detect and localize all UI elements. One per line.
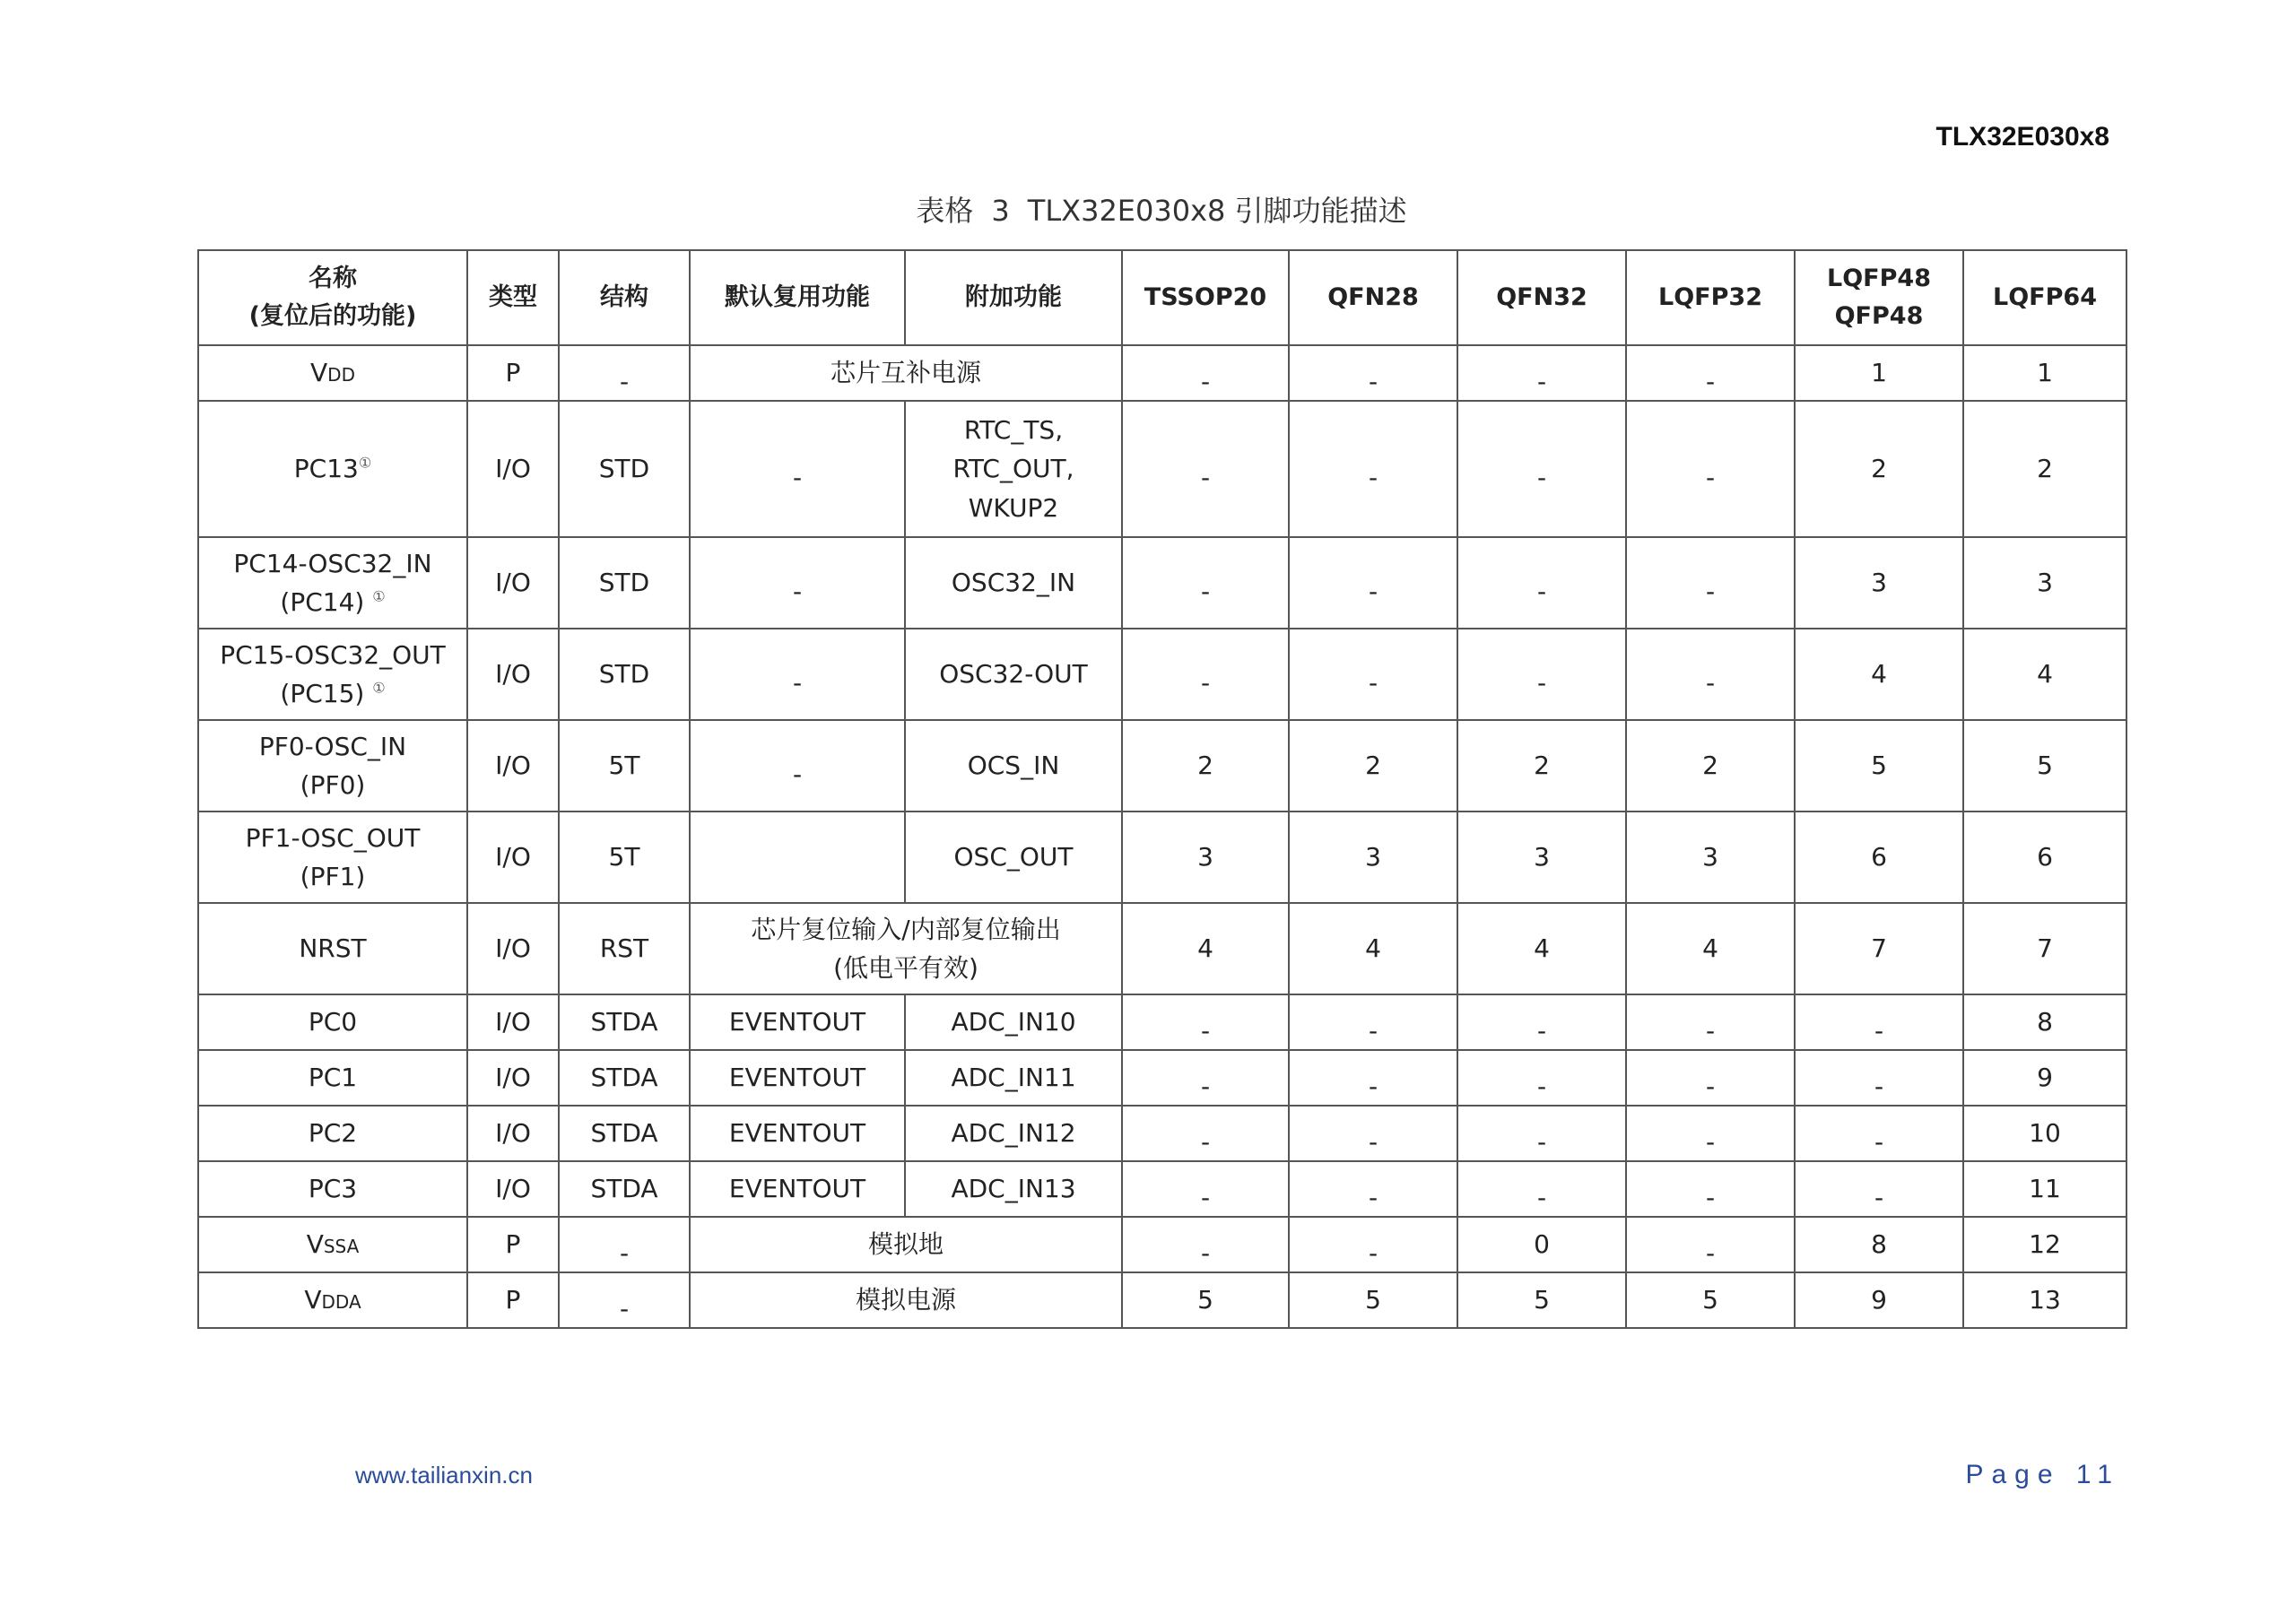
pin-name: PC3 [198,1161,467,1217]
pin-lqfp48: 1 [1795,345,1963,401]
pin-lqfp48: 6 [1795,812,1963,903]
pin-lqfp64: 2 [1963,401,2126,537]
pin-default-af: EVENTOUT [690,994,905,1050]
pin-qfn32: 2 [1457,720,1626,812]
pin-qfn28: - [1289,994,1457,1050]
pin-tssop20: - [1122,629,1289,720]
pin-type: I/O [467,1161,559,1217]
pin-qfn28: - [1289,1050,1457,1106]
pin-function-merged: 模拟地 [690,1217,1122,1272]
table-row [198,537,2126,629]
pin-function-merged: 模拟电源 [690,1272,1122,1328]
pin-name: VDDA [198,1272,467,1328]
table-row [198,812,2126,903]
pin-lqfp64: 9 [1963,1050,2126,1106]
table-row [198,1050,2126,1106]
table-row [198,1217,2126,1272]
pin-type: I/O [467,1106,559,1161]
pin-qfn28: 4 [1289,903,1457,994]
pin-structure: - [559,345,690,401]
pin-lqfp64: 1 [1963,345,2126,401]
pin-lqfp32: - [1626,1217,1795,1272]
pin-default-af: EVENTOUT [690,1050,905,1106]
table-row [198,1161,2126,1217]
pin-structure: STDA [559,1161,690,1217]
pin-qfn32: - [1457,537,1626,629]
pin-default-af [690,812,905,903]
pin-additional: OSC32-OUT [905,629,1122,720]
pin-lqfp64: 5 [1963,720,2126,812]
footer-website-link[interactable]: www.tailianxin.cn [355,1462,533,1488]
header-type: 类型 [467,250,559,345]
header-name: 名称 (复位后的功能) [198,250,467,345]
pin-qfn28: - [1289,629,1457,720]
pin-structure: RST [559,903,690,994]
pin-qfn32: 0 [1457,1217,1626,1272]
caption-title: TLX32E030x8 引脚功能描述 [1027,194,1407,228]
pin-lqfp64: 12 [1963,1217,2126,1272]
pin-name: PC0 [198,994,467,1050]
pin-lqfp48: 3 [1795,537,1963,629]
table-row [198,720,2126,812]
header-additional: 附加功能 [905,250,1122,345]
header-lqfp64: LQFP64 [1963,250,2126,345]
pin-lqfp48: 4 [1795,629,1963,720]
table-row [198,1272,2126,1328]
pin-structure: - [559,1217,690,1272]
pin-lqfp32: 3 [1626,812,1795,903]
pin-qfn32: - [1457,401,1626,537]
pin-structure: STD [559,537,690,629]
header-tssop20: TSSOP20 [1122,250,1289,345]
pin-additional: ADC_IN11 [905,1050,1122,1106]
pin-lqfp32: 5 [1626,1272,1795,1328]
header-lqfp32: LQFP32 [1626,250,1795,345]
pin-lqfp48: 7 [1795,903,1963,994]
pin-lqfp32: 2 [1626,720,1795,812]
header-default-af: 默认复用功能 [690,250,905,345]
pin-lqfp32: - [1626,994,1795,1050]
pin-qfn32: - [1457,994,1626,1050]
pin-tssop20: 5 [1122,1272,1289,1328]
pin-name: PC14-OSC32_IN (PC14) ① [198,537,467,629]
pin-additional: ADC_IN10 [905,994,1122,1050]
pin-lqfp32: - [1626,1161,1795,1217]
header-qfn32: QFN32 [1457,250,1626,345]
pin-tssop20: - [1122,537,1289,629]
pin-lqfp48: 2 [1795,401,1963,537]
pin-qfn28: - [1289,1217,1457,1272]
pin-tssop20: - [1122,401,1289,537]
pin-type: I/O [467,401,559,537]
pin-type: P [467,1272,559,1328]
pin-qfn32: - [1457,345,1626,401]
pin-name: NRST [198,903,467,994]
table-row [198,903,2126,994]
pin-default-af: - [690,629,905,720]
pin-name: VDD [198,345,467,401]
pin-tssop20: - [1122,1050,1289,1106]
pin-additional: OSC32_IN [905,537,1122,629]
pin-additional: OSC_OUT [905,812,1122,903]
pin-additional: ADC_IN12 [905,1106,1122,1161]
pin-lqfp64: 11 [1963,1161,2126,1217]
pin-name: VSSA [198,1217,467,1272]
pin-lqfp48: - [1795,1106,1963,1161]
pin-lqfp32: - [1626,1106,1795,1161]
pin-structure: STD [559,629,690,720]
caption-prefix: 表格 [916,194,974,228]
table-caption [0,188,2296,230]
pin-qfn28: - [1289,1161,1457,1217]
pin-name: PF1-OSC_OUT (PF1) [198,812,467,903]
pin-qfn28: 2 [1289,720,1457,812]
pin-tssop20: - [1122,345,1289,401]
pin-lqfp64: 3 [1963,537,2126,629]
pin-lqfp48: 5 [1795,720,1963,812]
pin-lqfp32: - [1626,401,1795,537]
pin-default-af: EVENTOUT [690,1161,905,1217]
pin-lqfp64: 4 [1963,629,2126,720]
pin-type: I/O [467,903,559,994]
pin-tssop20: 4 [1122,903,1289,994]
pin-type: I/O [467,537,559,629]
pin-qfn32: 3 [1457,812,1626,903]
pin-structure: STD [559,401,690,537]
pin-qfn32: 5 [1457,1272,1626,1328]
pin-lqfp32: - [1626,345,1795,401]
pin-tssop20: 3 [1122,812,1289,903]
pin-name: PC13① [198,401,467,537]
pin-default-af: - [690,537,905,629]
pin-type: I/O [467,629,559,720]
pin-qfn28: - [1289,537,1457,629]
pin-qfn28: - [1289,1106,1457,1161]
pin-structure: 5T [559,720,690,812]
pin-name: PF0-OSC_IN (PF0) [198,720,467,812]
pin-default-af: - [690,401,905,537]
pin-lqfp48: 9 [1795,1272,1963,1328]
pin-type: P [467,1217,559,1272]
pin-type: I/O [467,994,559,1050]
pin-qfn28: - [1289,401,1457,537]
pin-tssop20: - [1122,1106,1289,1161]
header-qfn28: QFN28 [1289,250,1457,345]
pin-function-merged: 芯片复位输入/内部复位输出 (低电平有效) [690,903,1122,994]
pin-structure: - [559,1272,690,1328]
caption-number: 3 [991,194,1010,228]
pin-additional: RTC_TS, RTC_OUT, WKUP2 [905,401,1122,537]
table-row [198,994,2126,1050]
pin-lqfp64: 6 [1963,812,2126,903]
pin-qfn32: - [1457,1050,1626,1106]
pin-qfn32: 4 [1457,903,1626,994]
header-lqfp48: LQFP48 QFP48 [1795,250,1963,345]
pin-default-af: EVENTOUT [690,1106,905,1161]
pin-tssop20: - [1122,994,1289,1050]
table-row [198,401,2126,537]
pin-function-table [197,249,2127,1329]
pin-qfn32: - [1457,1161,1626,1217]
pin-lqfp48: - [1795,994,1963,1050]
pin-qfn28: 3 [1289,812,1457,903]
table-row [198,345,2126,401]
pin-lqfp32: 4 [1626,903,1795,994]
pin-additional: ADC_IN13 [905,1161,1122,1217]
pin-lqfp48: - [1795,1050,1963,1106]
pin-lqfp32: - [1626,629,1795,720]
pin-qfn28: 5 [1289,1272,1457,1328]
pin-lqfp64: 13 [1963,1272,2126,1328]
pin-lqfp48: - [1795,1161,1963,1217]
pin-default-af: - [690,720,905,812]
table-row [198,629,2126,720]
pin-qfn32: - [1457,1106,1626,1161]
header-structure: 结构 [559,250,690,345]
page-number: Page 11 [1965,1460,2120,1489]
pin-lqfp32: - [1626,1050,1795,1106]
pin-lqfp64: 8 [1963,994,2126,1050]
pin-name: PC2 [198,1106,467,1161]
pin-function-merged: 芯片互补电源 [690,345,1122,401]
pin-type: I/O [467,1050,559,1106]
pin-type: I/O [467,812,559,903]
pin-tssop20: - [1122,1217,1289,1272]
pin-lqfp48: 8 [1795,1217,1963,1272]
pin-lqfp64: 7 [1963,903,2126,994]
pin-tssop20: 2 [1122,720,1289,812]
pin-structure: STDA [559,1050,690,1106]
pin-name: PC15-OSC32_OUT (PC15) ① [198,629,467,720]
pin-lqfp32: - [1626,537,1795,629]
pin-structure: STDA [559,994,690,1050]
pin-lqfp64: 10 [1963,1106,2126,1161]
document-code: TLX32E030x8 [1935,122,2109,152]
pin-additional: OCS_IN [905,720,1122,812]
pin-qfn32: - [1457,629,1626,720]
table-header-row [198,250,2126,345]
pin-type: I/O [467,720,559,812]
pin-qfn28: - [1289,345,1457,401]
table-row [198,1106,2126,1161]
pin-type: P [467,345,559,401]
pin-name: PC1 [198,1050,467,1106]
pin-tssop20: - [1122,1161,1289,1217]
pin-structure: STDA [559,1106,690,1161]
pin-structure: 5T [559,812,690,903]
